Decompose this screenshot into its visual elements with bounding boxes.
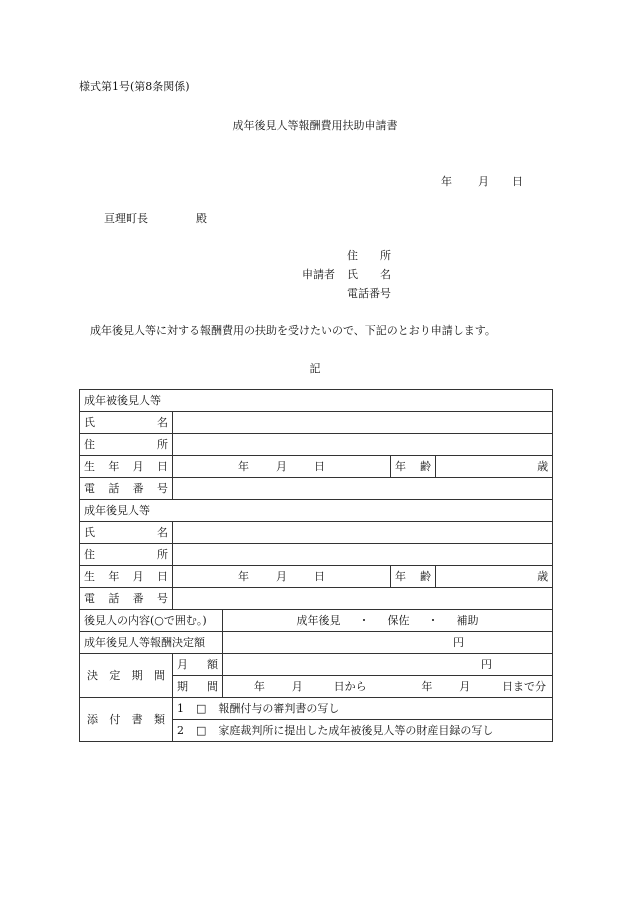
guardian-phone-row — [80, 588, 553, 610]
option-separator-1: ・ — [358, 613, 370, 627]
guardian-name-field[interactable] — [173, 522, 553, 544]
addressee: 亘理町長 — [104, 212, 148, 225]
ward-name-row — [80, 412, 553, 434]
ki-heading: 記 — [309, 362, 321, 375]
guardian-age-field[interactable] — [436, 566, 553, 588]
fee-decision-label: 成年後見人等報酬決定額 — [80, 632, 223, 654]
ward-age-field[interactable] — [436, 456, 553, 478]
decision-period-label: 決 定 期 間 — [80, 654, 173, 698]
guardian-birth-field[interactable]: 年 月 日 — [173, 566, 391, 588]
statement-text: 成年後見人等に対する報酬費用の扶助を受けたいので、下記のとおり申請します。 — [90, 324, 496, 337]
attachment-checkbox[interactable]: □ — [196, 723, 207, 737]
monthly-amount-row — [80, 654, 553, 676]
attachment-item — [173, 698, 553, 720]
ward-birth-label: 生 年 月 日 — [80, 456, 173, 478]
monthly-amount-unit: 円 — [481, 657, 492, 671]
guardian-birth-label: 生 年 月 日 — [80, 566, 173, 588]
applicant-address-label: 住 所 — [347, 249, 391, 262]
guardian-phone-label: 電 話 番 号 — [80, 588, 173, 610]
ward-age-label: 年 齢 — [391, 456, 436, 478]
date-year: 年 — [441, 175, 452, 188]
guardian-type-label: 後見人の内容(○で囲む。) — [80, 610, 223, 632]
attachment-checkbox[interactable]: □ — [196, 701, 207, 715]
option-hojo[interactable]: 補助 — [456, 613, 479, 627]
date-month: 月 — [478, 175, 489, 188]
ward-phone-field[interactable] — [173, 478, 553, 500]
guardian-age-label: 年 齢 — [391, 566, 436, 588]
period-label: 期 間 — [173, 676, 223, 698]
honorific: 殿 — [196, 212, 207, 225]
ward-birth-row — [80, 456, 553, 478]
period-field[interactable]: 年 月 日から 年 月 日まで分 — [223, 676, 553, 698]
ward-name-field[interactable] — [173, 412, 553, 434]
guardian-address-field[interactable] — [173, 544, 553, 566]
ward-address-row — [80, 434, 553, 456]
attachment-text: 報酬付与の審判書の写し — [218, 701, 340, 715]
option-hosa[interactable]: 保佐 — [387, 613, 410, 627]
guardian-heading-row — [80, 500, 553, 522]
attachment-text: 家庭裁判所に提出した成年被後見人等の財産目録の写し — [218, 723, 494, 737]
ward-name-label: 氏 名 — [80, 412, 173, 434]
page-title: 成年後見人等報酬費用扶助申請書 — [232, 119, 398, 132]
guardian-type-options[interactable] — [223, 610, 553, 632]
option-seinen-kouken[interactable]: 成年後見 — [296, 613, 341, 627]
attachments-label: 添 付 書 類 — [80, 698, 173, 742]
fee-decision-unit: 円 — [453, 635, 464, 649]
monthly-amount-field[interactable] — [223, 654, 553, 676]
attachment-number: 1 — [177, 701, 184, 715]
option-separator-2: ・ — [427, 613, 439, 627]
fee-decision-field[interactable] — [223, 632, 553, 654]
guardian-address-label: 住 所 — [80, 544, 173, 566]
guardian-age-unit: 歳 — [537, 569, 549, 583]
guardian-birth-row — [80, 566, 553, 588]
attachment-number: 2 — [177, 723, 184, 737]
ward-address-label: 住 所 — [80, 434, 173, 456]
fee-decision-row — [80, 632, 553, 654]
ward-heading: 成年被後見人等 — [80, 390, 553, 412]
guardian-name-label: 氏 名 — [80, 522, 173, 544]
ward-phone-label: 電 話 番 号 — [80, 478, 173, 500]
ward-heading-row — [80, 390, 553, 412]
applicant-name-label: 氏 名 — [347, 268, 391, 281]
guardian-name-row — [80, 522, 553, 544]
form-number: 様式第1号(第8条関係) — [79, 80, 190, 93]
guardian-address-row — [80, 544, 553, 566]
applicant-phone-label: 電話番号 — [347, 287, 391, 300]
ward-address-field[interactable] — [173, 434, 553, 456]
guardian-heading: 成年後見人等 — [80, 500, 553, 522]
ward-age-unit: 歳 — [537, 459, 549, 473]
attachment-item — [173, 720, 553, 742]
monthly-amount-label: 月 額 — [173, 654, 223, 676]
application-form-table — [79, 389, 553, 742]
attachment-row-1 — [80, 698, 553, 720]
applicant-role: 申請者 — [302, 268, 335, 281]
date-day: 日 — [512, 175, 523, 188]
ward-phone-row — [80, 478, 553, 500]
guardian-phone-field[interactable] — [173, 588, 553, 610]
guardian-type-row — [80, 610, 553, 632]
ward-birth-field[interactable]: 年 月 日 — [173, 456, 391, 478]
